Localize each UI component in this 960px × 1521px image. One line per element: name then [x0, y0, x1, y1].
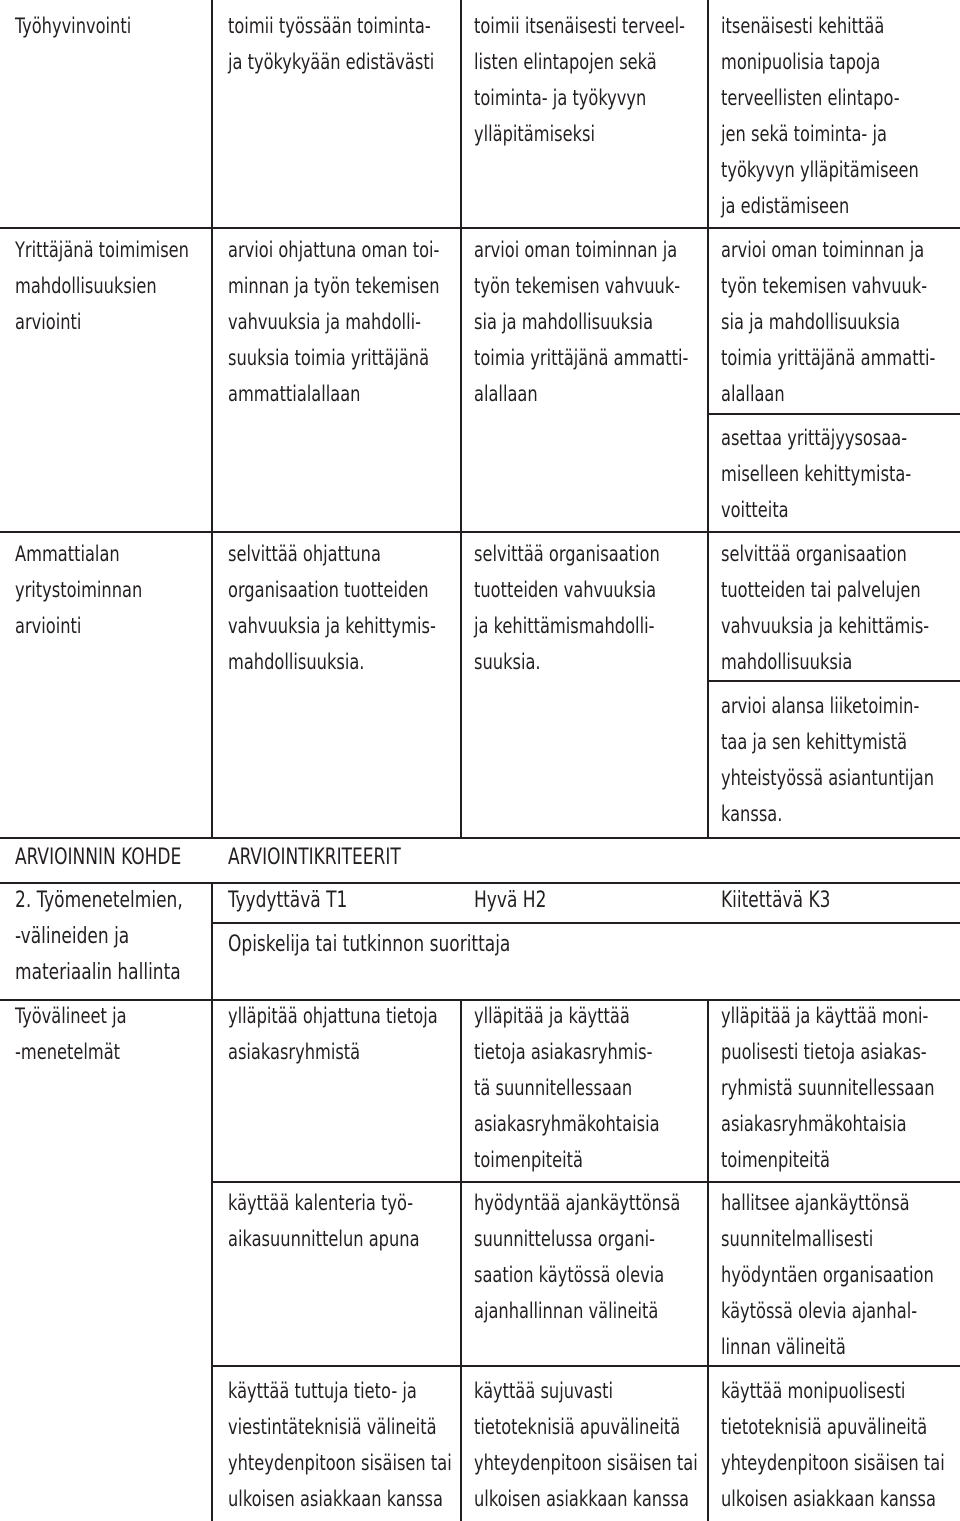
item1-t1-criteria: ylläpitää ohjattuna tietoja asiakasryhmistä: [228, 1004, 438, 1064]
column-rule-2: [460, 0, 462, 838]
item2-t1-criteria: käyttää kalenteria työ- aikasuunnittelun apuna: [228, 1191, 420, 1251]
row2-k3-extra-criteria: asettaa yrittäjyysosaa- miselleen kehittymista- voitteita: [721, 426, 912, 522]
row2-k3-criteria: arvioi oman toiminnan ja työn tekemisen vahvuuk- sia ja mahdollisuuksia toimia yrittäjänä ammatti- alallaan: [721, 238, 936, 406]
item3-t1-criteria: käyttää tuttuja tieto- ja viestintäteknisiä välineitä yhteydenpitoon sisäisen tai ulkoisen asiakkaan kanssa: [228, 1379, 452, 1511]
row-label-tyovalineet: Työvälineet ja -menetelmät: [15, 1004, 127, 1064]
row-rule-2: [0, 531, 960, 533]
row2-t1-criteria: arvioi ohjattuna oman toi- minnan ja työn tekemisen vahvuuksia ja mahdolli- suuksia toimia yrittäjänä ammattialallaan: [228, 238, 440, 406]
row-rule-7: [211, 1181, 960, 1183]
column-rule-2-lower: [460, 1000, 462, 1521]
row-rule-8: [211, 1365, 960, 1367]
row-label-yrittajana: Yrittäjänä toimimisen mahdollisuuksien arviointi: [15, 238, 189, 334]
row1-h2-criteria: toimii itsenäisesti terveel- listen elintapojen sekä toiminta- ja työkyvyn ylläpitämiseksi: [474, 14, 685, 146]
grade-header-k3: Kiitettävä K3: [721, 888, 831, 913]
row-rule-k3-extra-2: [707, 680, 960, 682]
row-label-ammattialan: Ammattialan yritystoiminnan arviointi: [15, 542, 143, 638]
header-arvioinnin-kohde: ARVIOINNIN KOHDE: [15, 845, 182, 870]
column-rule-1: [211, 0, 213, 838]
row3-h2-criteria: selvittää organisaation tuotteiden vahvuuksia ja kehittämismahdolli- suuksia.: [474, 542, 660, 674]
row-rule-1: [0, 227, 960, 229]
column-rule-1-lower: [211, 883, 213, 1521]
row3-k3-extra-criteria: arvioi alansa liiketoimin- taa ja sen kehittymistä yhteistyössä asiantuntijan kanssa.: [721, 694, 935, 826]
row1-t1-criteria: toimii työssään toiminta- ja työkykyään edistävästi: [228, 14, 435, 74]
column-rule-3-lower: [707, 1000, 709, 1521]
row-label-tyohyvinvointi: Työhyvinvointi: [15, 14, 132, 38]
row-rule-k3-extra-1: [707, 413, 960, 415]
item2-h2-criteria: hyödyntää ajankäyttönsä suunnittelussa organi- saation käytössä olevia ajanhallinnan välineitä: [474, 1191, 681, 1323]
row-rule-5: [211, 922, 960, 924]
item1-h2-criteria: ylläpitää ja käyttää tietoja asiakasryhmis- tä suunnitellessaan asiakasryhmäkohtaisia toimenpiteitä: [474, 1004, 660, 1172]
item3-k3-criteria: käyttää monipuolisesti tietoteknisiä apuvälineitä yhteydenpitoon sisäisen tai ulkoisen asiakkaan kanssa: [721, 1379, 945, 1511]
column-rule-3: [707, 0, 709, 838]
row-rule-3: [0, 837, 960, 839]
item1-k3-criteria: ylläpitää ja käyttää moni- puolisesti tietoja asiakas- ryhmistä suunnitellessaan asiakasryhmäkohtaisia toimenpiteitä: [721, 1004, 935, 1172]
row3-t1-criteria: selvittää ohjattuna organisaation tuotteiden vahvuuksia ja kehittymis- mahdollisuuksia.: [228, 542, 436, 674]
row3-k3-criteria: selvittää organisaation tuotteiden tai palvelujen vahvuuksia ja kehittämis- mahdollisuuksia: [721, 542, 930, 674]
item2-k3-criteria: hallitsee ajankäyttönsä suunnitelmallisesti hyödyntäen organisaation käytössä olevia ajanhal- linnan välineitä: [721, 1191, 934, 1359]
section-title-tyomenetelmat: 2. Työmenetelmien, -välineiden ja materiaalin hallinta: [15, 888, 183, 985]
subject-header: Opiskelija tai tutkinnon suorittaja: [228, 932, 511, 957]
row1-k3-criteria: itsenäisesti kehittää monipuolisia tapoja terveellisten elintapo- jen sekä toiminta- ja työkyvyn ylläpitämiseen ja edistämiseen: [721, 14, 919, 218]
grade-header-t1: Tyydyttävä T1: [228, 888, 348, 913]
item3-h2-criteria: käyttää sujuvasti tietoteknisiä apuvälineitä yhteydenpitoon sisäisen tai ulkoisen asiakkaan kanssa: [474, 1379, 698, 1511]
header-arviointikriteerit: ARVIOINTIKRITEERIT: [228, 845, 401, 870]
grade-header-h2: Hyvä H2: [474, 888, 547, 913]
row2-h2-criteria: arvioi oman toiminnan ja työn tekemisen vahvuuk- sia ja mahdollisuuksia toimia yrittäjänä ammatti- alallaan: [474, 238, 689, 406]
